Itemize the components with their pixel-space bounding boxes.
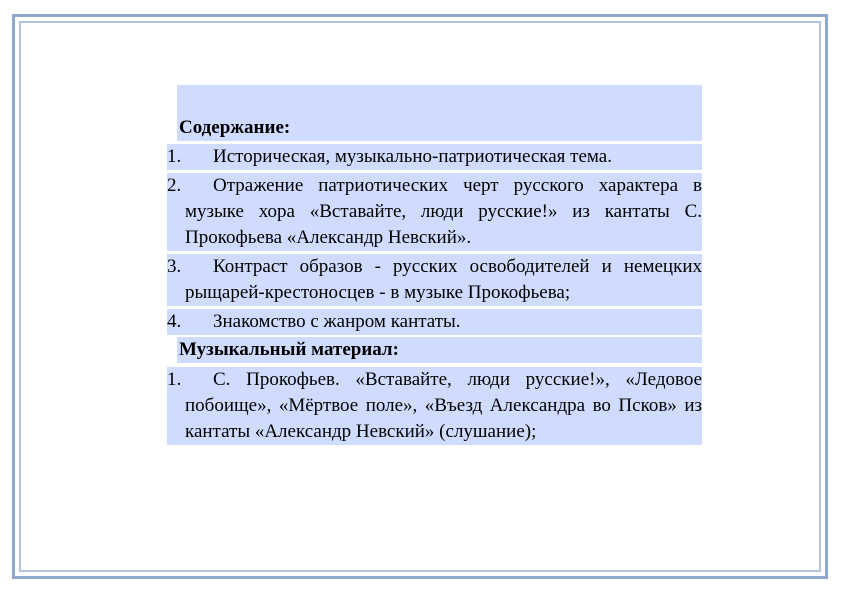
material-list (167, 367, 702, 445)
list-item-number: 1. (167, 369, 182, 390)
content-list (167, 144, 702, 335)
list-item (167, 173, 702, 251)
list-item-text: С. Прокофьев. «Вставайте, люди русские!», «Ледовое побоище», «Мёртвое поле», «Въезд Александра во Псков» из кантаты «Александр Невский» (слушание); (185, 369, 702, 442)
list-item (167, 309, 702, 335)
list-item-number: 1. (167, 146, 182, 167)
list-item-number: 3. (167, 256, 182, 277)
list-item-text: Историческая, музыкально-патриотическая тема. (213, 146, 612, 167)
list-item-number: 2. (167, 175, 182, 196)
list-item-text: Контраст образов - русских освободителей и немецких рыщарей-крестоносцев - в музыке Прокофьева; (185, 256, 702, 303)
list-item-number: 4. (167, 311, 182, 332)
list-item (167, 367, 702, 445)
list-item (167, 144, 702, 170)
material-heading: Музыкальный материал: (177, 337, 702, 363)
content-heading: Содержание: (177, 85, 702, 141)
text-block (167, 85, 702, 445)
list-item (167, 254, 702, 306)
list-item-text: Отражение патриотических черт русского характера в музыке хора «Вставайте, люди русские!» из кантаты С. Прокофьева «Александр Невский». (185, 175, 702, 248)
list-item-text: Знакомство с жанром кантаты. (213, 311, 461, 332)
